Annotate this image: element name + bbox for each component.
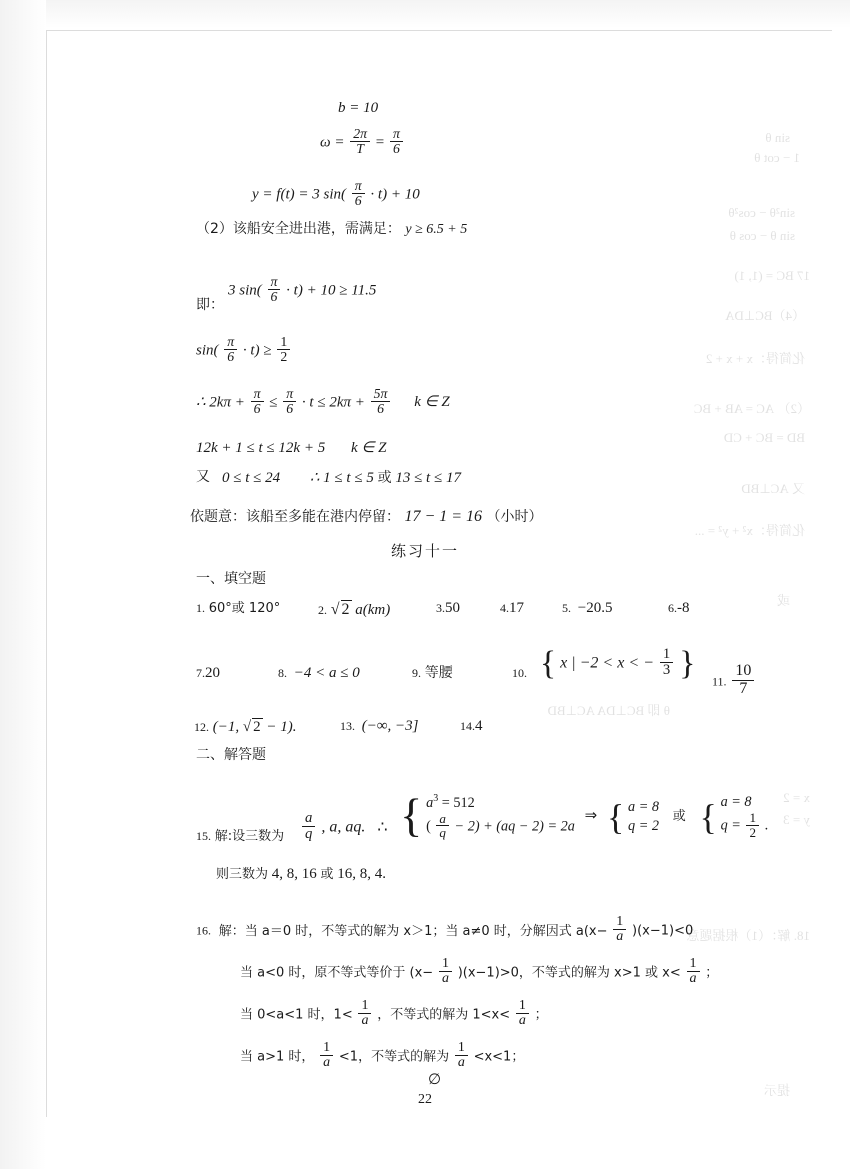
result-value-1: 4, 8, 16 [271,866,317,882]
inequality-4: 12k + 1 ≤ t ≤ 12k + 5 k ∈ Z [196,440,387,456]
answer-val-12-a: (−1, [212,719,240,735]
brace-left-icon: { [606,796,625,837]
range-of-t: 0 ≤ t ≤ 24 ∴ 1 ≤ t ≤ 5 或 13 ≤ t ≤ 17 [222,470,461,486]
system-eq-1: $a^3 = 512$ [426,793,475,811]
bleed-line: sin²θ − cos²θ [728,205,795,220]
sqrt-icon: √ 2 [330,601,350,618]
answer-no-12: 12. [194,720,209,734]
answer-val-13: (−∞, −3] [361,718,419,734]
answer-val-2-tail: a(km) [355,602,391,618]
answer-item-14 [460,718,483,735]
answer-no-4: 4. [500,601,509,615]
brace-right-icon: } [679,644,696,682]
ineq1-den: 6 [268,289,281,304]
problem-16-text-1a: 解：当 a＝0 时，不等式的解为 x＞1；当 a≠0 时，分解因式 a(x− [218,923,608,939]
set-condition: x | −2 < x < − [560,654,654,672]
bleed-line: 化简得：x + x + 2 [705,351,805,366]
problem-16-line-3 [240,997,548,1030]
solution-1-eq-2: q = 2 [628,817,660,834]
p16-l2-frac-den: a [439,971,452,987]
term-frac-num: a [305,809,313,826]
problem-15-terms [300,809,388,844]
system-eq-1-text: = 512 [441,794,475,811]
answer-val-3: 50 [445,600,460,616]
answer-item-1 [196,600,280,617]
answer-val-14: 4 [475,718,483,734]
answer-val-12-b: − 1). [266,719,297,735]
brace-left-icon: { [400,791,423,843]
answer-no-3: 3. [436,601,445,615]
p16-l1-frac-den: a [613,929,626,945]
problem-16-line-4 [240,1039,525,1072]
p16-l1-frac-num: 1 [616,913,624,929]
answer-no-9: 9. [412,666,421,680]
line3-f2-num: π [286,385,294,401]
radicand: 2 [253,719,261,735]
problem-16-text-2c: ； [705,965,719,981]
answer-no-13: 13. [340,719,355,733]
problem-15-number: 15. [196,829,211,843]
section-heading-fill-blank: 一、填空题 [196,571,266,587]
answer-item-5 [562,600,612,617]
answer-no-2: 2. [318,603,327,617]
solution-2-eq-2: q = $\frac{1}{2}$ . [720,809,769,840]
bleed-line: 1 − cot θ [754,150,800,165]
omega-rhs-num: π [393,125,400,141]
problem-16-text-4c: <x<1； [473,1049,525,1065]
answer-item-6 [668,600,690,617]
problem-15-no [196,828,284,845]
ineq2-rhs-den: 2 [277,349,290,364]
p16-l2-frac-num: 1 [441,955,449,971]
problem-16-text-3b: ，不等式的解为 1<x< [377,1007,511,1023]
answer-no-5: 5. [562,601,571,615]
problem-15-result [216,866,386,883]
bleed-line: sin θ − cos θ [729,228,795,243]
bleed-line: 化简得：x² + y² = ... [694,523,805,538]
problem-15-lead: 解:设三数为 [214,829,285,844]
equation-y-of-t: y = f(t) = 3 sin( $\frac{\pi}{6}$ · t) + 10 [252,177,420,209]
p16-l2-frac2-den: a [687,971,700,987]
bleed-line: 或 [776,593,790,608]
ineq1-num: π [270,273,278,289]
inequality-1: 3 sin( $\frac{\pi}{6}$ · t) + 10 ≥ 11.5 [228,273,377,305]
answer-no-14: 14. [460,719,475,733]
inequality-2: sin( $\frac{\pi}{6}$ · t) ≥ $\frac{1}{2}$ [196,336,292,366]
label-huo: 或 [672,809,686,825]
p16-l2-frac2-num: 1 [689,955,697,971]
answer-item-2 [318,600,390,619]
inequality-3: ∴ 2kπ + $\frac{\pi}{6}$ ≤ $\frac{\pi}{6}$ · t ≤ 2kπ + $\frac{5\pi}{6}$ k ∈ Z [196,385,450,417]
problem-16-line-1 [196,913,694,946]
answer-item-8 [278,665,360,682]
answer-val-10-set [540,644,696,682]
y-frac-den: 6 [352,193,365,208]
answer-item-4 [500,600,524,617]
answer-item-7 [196,665,220,682]
therefore-symbol: ∴ [377,818,388,836]
exercise-title: 练习十一 [390,542,459,560]
line3-f3-num: 5π [373,385,388,401]
solution-range-2: 13 ≤ t ≤ 17 [395,470,461,486]
p16-l4-frac-den: a [320,1055,333,1071]
p16-l3-frac2-den: a [516,1013,529,1029]
omega-den: T [350,141,370,156]
result-value-2: 16, 8, 4. [337,866,387,882]
term-list: , a, aq. [321,818,366,836]
sol2-frac-num: 1 [749,809,756,825]
empty-set-symbol: ∅ [428,1072,442,1088]
answer-no-7: 7. [196,666,205,680]
label-huo: 或 [377,470,392,486]
p16-l3-frac-den: a [358,1013,371,1029]
p16-l3-frac2-num: 1 [518,997,526,1013]
answer-no-1: 1. [196,601,205,615]
solution-2-eq-1: a = 8 [720,793,752,810]
conclusion-line: 依题意：该船至多能在港内停留： 17 − 1 = 16 （小时） [190,508,543,525]
answer-val-5: −20.5 [577,600,613,616]
answer-item-12 [194,718,296,736]
answer-val-4: 17 [509,600,524,616]
set-frac-num: 1 [662,645,671,662]
line4-k-condition: k ∈ Z [350,440,387,456]
bleed-line: BD = BC + CD [723,430,805,445]
answer-item-10 [512,665,527,682]
answer-11-den: 7 [732,680,754,698]
system-eq-2: ( $\frac{a}{q}$ − 2) + (aq − 2) = 2a [426,810,575,841]
bleed-line: x = 2 [783,790,810,805]
problem-16-text-4a: 当 a>1 时， [240,1049,315,1065]
bleed-line: y = 3 [783,812,810,827]
answer-item-9 [412,665,453,682]
problem-16-text-3c: ； [534,1007,548,1023]
answer-item-3 [436,600,460,617]
equation-omega: ω = $\frac{2\pi}{T}$ = $\frac{\pi}{6}$ [320,128,405,158]
bleed-line: 18. 解：（1）根据题意 [686,928,810,943]
answer-item-11 [712,662,756,700]
answer-val-7: 20 [205,665,220,681]
label-ji: 即： [196,297,224,313]
bleed-line: （4）BC⊥DA [725,308,805,323]
problem-16-number: 16. [196,923,211,938]
bleed-line: sin θ [765,130,790,145]
problem-15-system [400,792,768,841]
bleed-line: 又 AC⊥BD [741,481,805,496]
bleed-line: （2） AC = AB + BC [693,401,810,416]
p16-l4-frac2-den: a [455,1055,468,1071]
label-you: 又 [196,469,210,485]
answer-no-6: 6. [668,601,677,615]
sys-frac-den: q [436,825,449,840]
brace-left-icon: { [540,644,557,682]
ineq2-den: 6 [224,349,237,364]
conclusion-equation: 17 − 1 = 16 [404,508,483,525]
result-lead: 则三数为 [216,867,269,882]
problem2-lead: （2）该船安全进出港，需满足： y ≥ 6.5 + 5 [196,221,468,237]
line3-f1-den: 6 [251,401,264,416]
term-frac-den: q [302,826,315,842]
bleed-line: θ 即 BC⊥DA AC⊥BD [547,703,670,718]
p16-l4-frac2-num: 1 [457,1039,465,1055]
line3-f3-den: 6 [371,401,391,416]
answer-11-num: 10 [735,662,752,680]
answer-item-13 [340,718,419,735]
p16-l3-frac-num: 1 [361,997,369,1013]
bleed-line: 提示 [763,1083,790,1098]
problem-16-text-3a: 当 0<a<1 时，1< [240,1007,353,1023]
answer-no-11: 11. [712,674,727,689]
answer-no-8: 8. [278,666,287,680]
ineq2-num: π [227,333,235,349]
ineq2-rhs-num: 1 [280,333,288,349]
sys-frac-num: a [439,810,446,826]
bleed-line: 17 BC = (1, 1) [734,268,810,283]
problem2-lead-eq: y ≥ 6.5 + 5 [405,222,468,237]
line3-f2-den: 6 [283,401,296,416]
omega-num: 2π [353,125,368,141]
p16-l4-frac-num: 1 [323,1039,331,1055]
sqrt-icon: √ 2 [242,719,261,735]
problem-16-line-2 [240,955,719,988]
problem-16-text-2a: 当 a<0 时，原不等式等价于 (x− [240,965,434,981]
problem-16-text-4b: <1，不等式的解为 [338,1049,450,1065]
radicand: 2 [341,601,350,618]
omega-rhs-den: 6 [390,141,403,156]
set-frac-den: 3 [660,662,673,678]
page-number: 22 [418,1092,432,1107]
implies-symbol: ⇒ [584,808,598,825]
line3-f1-num: π [253,385,261,401]
answer-no-10: 10. [512,666,527,680]
answer-val-6: -8 [677,600,690,616]
answer-val-1: 60°或 120° [208,601,281,616]
line3-k-condition: k ∈ Z [414,394,450,411]
label-huo: 或 [320,867,334,882]
problem-16-text-2b: )(x−1)>0，不等式的解为 x>1 或 x< [457,965,681,981]
sol2-frac-den: 2 [746,825,759,840]
solution-1-eq-1: a = 8 [628,798,660,815]
answer-val-9: 等腰 [424,665,453,681]
solution-range-1: ∴ 1 ≤ t ≤ 5 [309,470,374,486]
answer-val-8: −4 < a ≤ 0 [293,665,360,681]
brace-left-icon: { [699,796,717,837]
section-heading-solution: 二、解答题 [196,747,266,763]
y-frac-num: π [354,177,362,193]
equation-b: b = 10 [338,100,379,116]
problem-16-text-1b: )(x−1)<0 [632,923,694,939]
